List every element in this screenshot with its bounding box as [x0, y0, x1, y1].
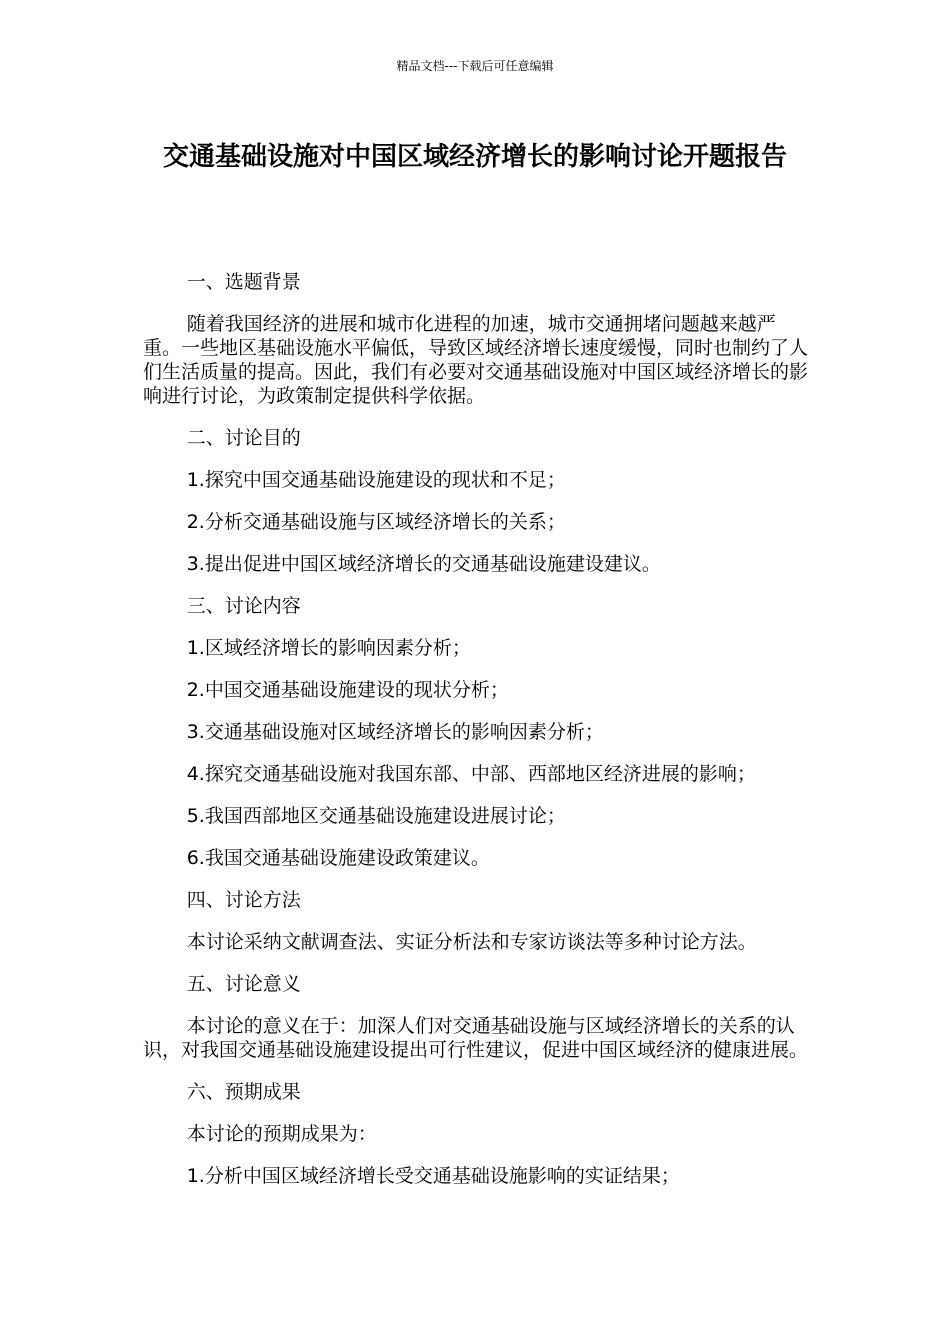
section-heading-content: 三、讨论内容 [186, 595, 301, 617]
list-item: 3.提出促进中国区域经济增长的交通基础设施建设建议。 [186, 553, 661, 575]
list-item: 2.中国交通基础设施建设的现状分析； [186, 679, 509, 701]
section-heading-background: 一、选题背景 [186, 271, 301, 293]
method-paragraph: 本讨论采纳文献调查法、实证分析法和专家访谈法等多种讨论方法。 [186, 931, 757, 953]
significance-paragraph: 本讨论的意义在于：加深人们对交通基础设施与区域经济增长的关系的认识，对我国交通基础设施建设提出可行性建议，促进中国区域经济的健康进展。 [143, 1015, 809, 1061]
list-item: 6.我国交通基础设施建设政策建议。 [186, 847, 490, 869]
section-heading-purpose: 二、讨论目的 [186, 427, 301, 449]
list-item: 1.探究中国交通基础设施建设的现状和不足； [186, 469, 566, 491]
background-paragraph: 随着我国经济的进展和城市化进程的加速，城市交通拥堵问题越来越严重。一些地区基础设施水平偏低，导致区域经济增长速度缓慢，同时也制约了人们生活质量的提高。因此，我们有必要对交通基础设施对中国区域经济增长的影响进行讨论，为政策制定提供科学依据。 [143, 313, 809, 407]
results-intro: 本讨论的预期成果为： [186, 1123, 377, 1145]
list-item: 1.区域经济增长的影响因素分析； [186, 637, 471, 659]
list-item: 5.我国西部地区交通基础设施建设进展讨论； [186, 805, 566, 827]
list-item: 3.交通基础设施对区域经济增长的影响因素分析； [186, 721, 604, 743]
header-note: 精品文档---下载后可任意编辑 [396, 59, 554, 73]
list-item: 4.探究交通基础设施对我国东部、中部、西部地区经济进展的影响； [186, 763, 756, 785]
document-title: 交通基础设施对中国区域经济增长的影响讨论开题报告 [162, 142, 787, 172]
list-item: 1.分析中国区域经济增长受交通基础设施影响的实证结果； [186, 1165, 680, 1187]
section-heading-significance: 五、讨论意义 [186, 973, 301, 995]
section-heading-method: 四、讨论方法 [186, 889, 301, 911]
list-item: 2.分析交通基础设施与区域经济增长的关系； [186, 511, 566, 533]
section-heading-results: 六、预期成果 [186, 1081, 301, 1103]
document-body [143, 270, 813, 1206]
